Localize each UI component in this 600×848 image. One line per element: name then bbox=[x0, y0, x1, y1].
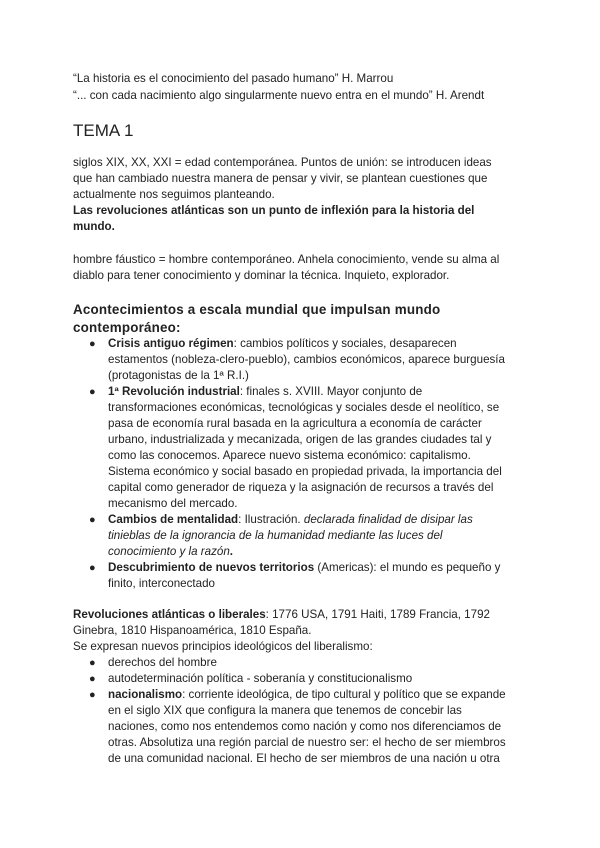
item-text: en el siglo XIX que configura la manera que tenemos de concebir las bbox=[108, 704, 462, 717]
bullet-icon: ● bbox=[89, 673, 96, 685]
item-text: (Americas): el mundo es pequeño y bbox=[314, 561, 501, 574]
intro-line: actualmente nos seguimos planteando. bbox=[73, 188, 275, 201]
item-text: naciones, como nos entendemos como nación y como nos diferenciamos de bbox=[108, 720, 502, 733]
intro-bold-line: mundo. bbox=[73, 220, 115, 233]
revoluciones-line: Revoluciones atlánticas o liberales: 1776 USA, 1791 Haiti, 1789 Francia, 1792 bbox=[73, 608, 490, 621]
item-text: : finales s. XVIII. Mayor conjunto de bbox=[239, 385, 423, 398]
item-term: Cambios de mentalidad bbox=[108, 513, 239, 526]
revoluciones-line: Se expresan nuevos principios ideológicos del liberalismo: bbox=[73, 640, 373, 653]
item-text: transformaciones económicas, tecnológicas y sociales desde el neolítico, se bbox=[108, 401, 500, 414]
item-term: 1ª Revolución industrial bbox=[108, 385, 240, 398]
item-text: pasa de economía rural basada en la agricultura a economía de carácter bbox=[108, 417, 482, 430]
list-item bbox=[108, 384, 422, 400]
faustico-line: diablo para tener conocimiento y dominar la técnica. Inquieto, explorador. bbox=[73, 269, 450, 282]
item-text: mecanismo del mercado. bbox=[108, 497, 238, 510]
bullet-icon: ● bbox=[89, 562, 96, 574]
list-item bbox=[108, 512, 473, 528]
list-item: autodeterminación política - soberanía y constitucionalismo bbox=[108, 672, 413, 685]
item-text: urbano, industrializada y mecanizada, origen de las grandes ciudades tal y bbox=[108, 433, 492, 446]
item-text: de una comunidad nacional. El hecho de ser miembros de una nación u otra bbox=[108, 752, 500, 765]
item-text: (protagonistas de la 1ª R.I.) bbox=[108, 369, 249, 382]
bullet-icon: ● bbox=[89, 514, 96, 526]
revoluciones-line: Ginebra, 1810 Hispanoamérica, 1810 España. bbox=[73, 624, 312, 637]
item-text: capital como generador de riqueza y la asignación de recursos a través del bbox=[108, 481, 494, 494]
list-item: derechos del hombre bbox=[108, 656, 217, 669]
section-heading: Acontecimientos a escala mundial que impulsan mundo bbox=[73, 302, 441, 317]
bullet-icon: ● bbox=[89, 386, 96, 398]
item-text: : cambios políticos y sociales, desaparecen bbox=[233, 337, 457, 350]
page-title: TEMA 1 bbox=[73, 121, 134, 140]
list-item bbox=[108, 336, 457, 352]
list-item bbox=[108, 560, 500, 576]
quote-arendt: “... con cada nacimiento algo singularmente nuevo entra en el mundo” H. Arendt bbox=[73, 89, 485, 102]
quote-marrou: “La historia es el conocimiento del pasado humano” H. Marrou bbox=[73, 72, 394, 85]
bullet-icon: ● bbox=[89, 338, 96, 350]
section-heading: contemporáneo: bbox=[73, 320, 181, 335]
intro-line: siglos XIX, XX, XXI = edad contemporánea. Puntos de unión: se introducen ideas bbox=[73, 156, 492, 169]
intro-line: que han cambiado nuestra manera de pensar y vivir, se plantean cuestiones que bbox=[73, 172, 488, 185]
revoluciones-term: Revoluciones atlánticas o liberales bbox=[73, 608, 266, 621]
bullet-icon: ● bbox=[89, 689, 96, 701]
faustico-line: hombre fáustico = hombre contemporáneo. Anhela conocimiento, vende su alma al bbox=[73, 253, 500, 266]
intro-bold-line: Las revoluciones atlánticas son un punto de inflexión para la historia del bbox=[73, 204, 475, 217]
list-item: nacionalismo: corriente ideológica, de tipo cultural y político que se expande bbox=[108, 688, 506, 701]
item-text: como las conocemos. Aparece nuevo sistema económico: capitalismo. bbox=[108, 449, 471, 462]
item-term: Crisis antiguo régimen bbox=[108, 337, 234, 350]
item-italic-text: tinieblas de la ignorancia de la humanidad mediante las luces del bbox=[108, 529, 443, 542]
item-italic-text: conocimiento y la razón. bbox=[108, 545, 234, 558]
item-text: : Ilustración. bbox=[238, 513, 304, 526]
item-italic-text: declarada finalidad de disipar las bbox=[303, 513, 473, 526]
item-term: Descubrimiento de nuevos territorios bbox=[108, 561, 315, 574]
item-text: estamentos (nobleza-clero-pueblo), cambios económicos, aparece burguesía bbox=[108, 353, 505, 366]
item-text: finito, interconectado bbox=[108, 577, 215, 590]
item-term: nacionalismo bbox=[108, 688, 183, 701]
bullet-icon: ● bbox=[89, 657, 96, 669]
item-text: otras. Absolutiza una región parcial de nuestro ser: el hecho de ser miembros bbox=[108, 736, 506, 749]
item-text: Sistema económico y social basado en propiedad privada, la importancia del bbox=[108, 465, 502, 478]
